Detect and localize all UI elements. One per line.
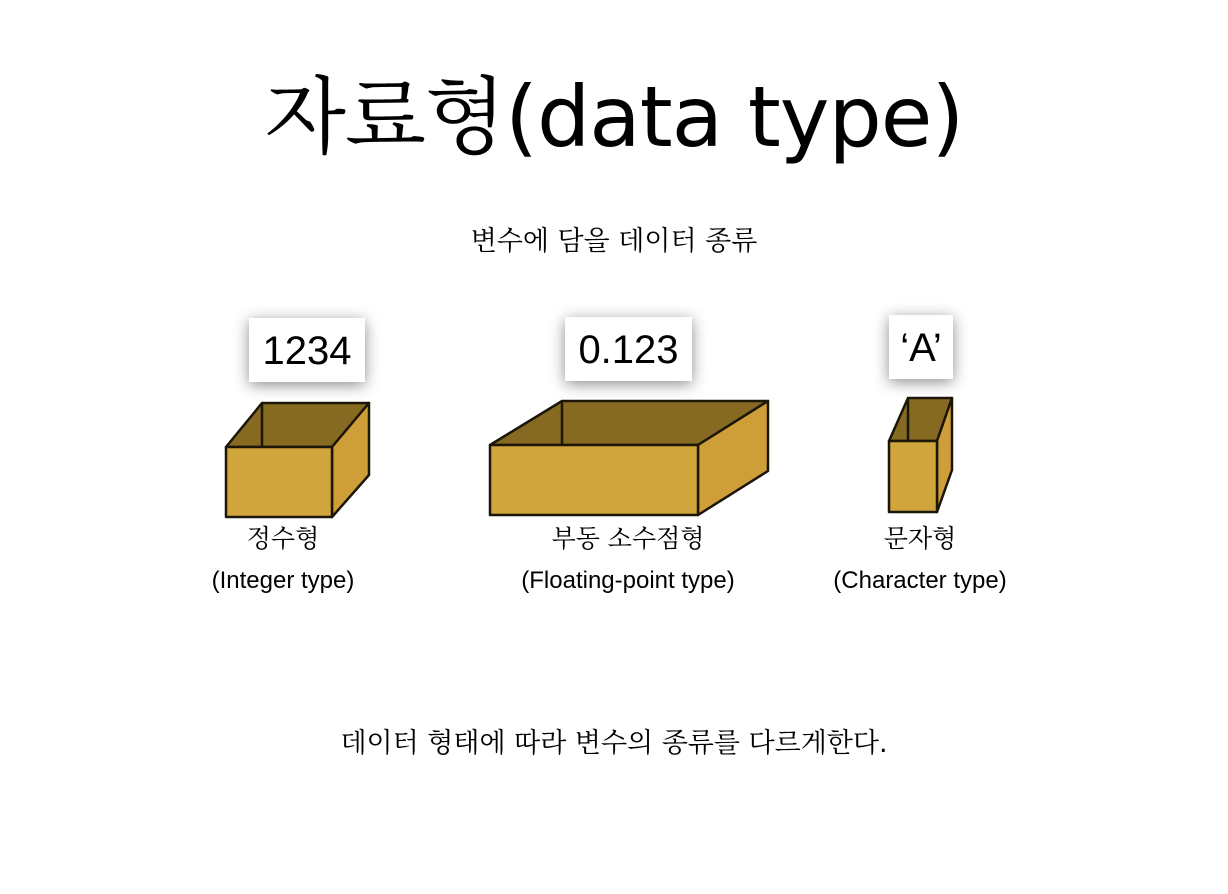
integer-value-card: 1234 <box>249 318 365 382</box>
integer-box-illustration <box>214 395 384 531</box>
char-box-illustration <box>880 390 962 522</box>
float-value-card: 0.123 <box>565 317 692 381</box>
char-type-label <box>800 518 1040 602</box>
bottom-caption: 데이터 형태에 따라 변수의 종류를 다르게한다. <box>340 728 888 759</box>
char-value-card: ‘A’ <box>889 315 953 379</box>
float-type-label <box>448 518 808 602</box>
float-type-name-en: (Floating-point type) <box>521 567 735 594</box>
integer-box-front <box>226 447 332 517</box>
char-box-front <box>889 441 937 512</box>
page-title: 자료형(data type) <box>264 68 964 166</box>
char-type-name-ko: 문자형 <box>883 524 957 553</box>
integer-type-label <box>163 518 403 602</box>
float-box-front <box>490 445 698 515</box>
subtitle: 변수에 담을 데이터 종류 <box>470 226 758 257</box>
float-type-name-ko: 부동 소수점형 <box>551 524 705 553</box>
char-type-name-en: (Character type) <box>833 567 1007 594</box>
integer-type-name-en: (Integer type) <box>211 567 355 594</box>
integer-type-name-ko: 정수형 <box>246 524 320 553</box>
float-box-illustration <box>476 393 780 527</box>
